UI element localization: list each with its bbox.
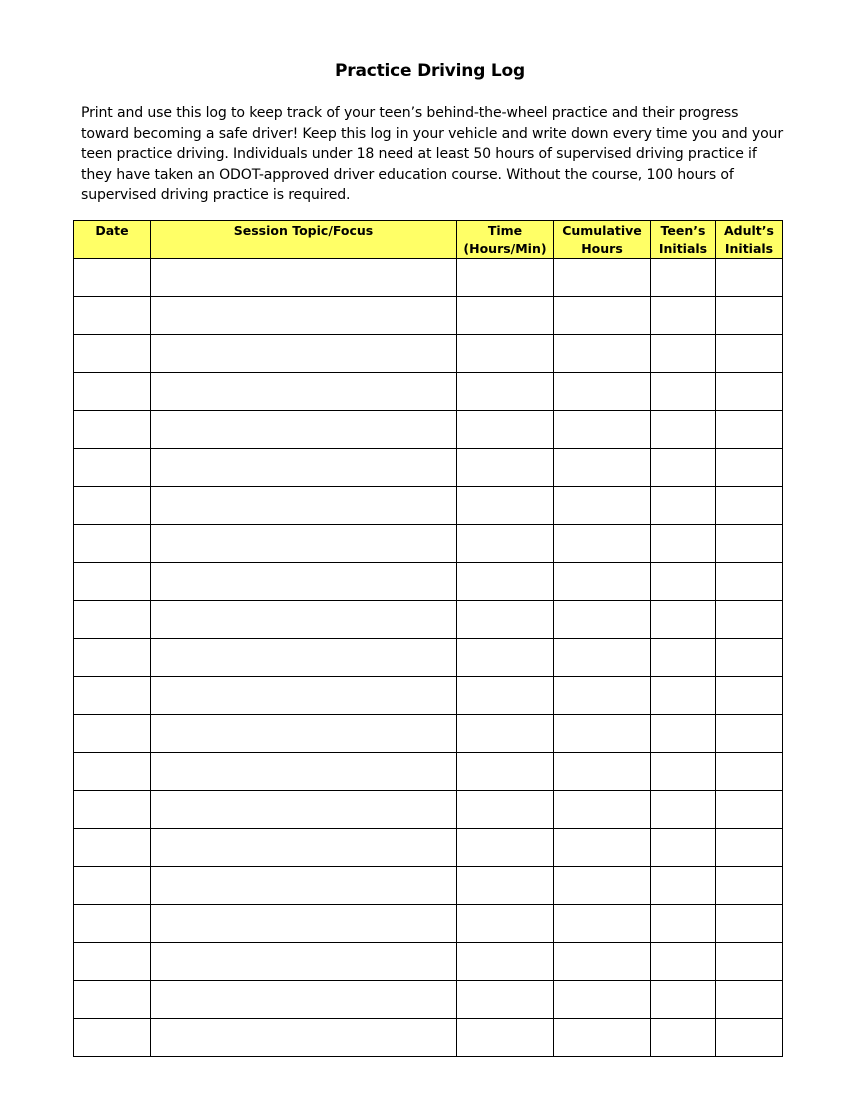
adults-initials-cell[interactable] <box>716 297 783 335</box>
date-cell[interactable] <box>74 335 151 373</box>
cumulative-hours-cell[interactable] <box>554 601 651 639</box>
intro-line: Print and use this log to keep track of your teen’s behind-the-wheel practice and their progress <box>81 105 739 121</box>
column-header-sublabel: Initials <box>658 241 708 256</box>
session-topic-cell[interactable] <box>151 297 457 335</box>
adults-initials-cell[interactable] <box>716 525 783 563</box>
teens-initials-cell[interactable] <box>651 525 716 563</box>
session-topic-cell[interactable] <box>151 639 457 677</box>
adults-initials-cell[interactable] <box>716 411 783 449</box>
date-cell[interactable] <box>74 487 151 525</box>
teens-initials-cell[interactable] <box>651 829 716 867</box>
column-header-sublabel: Hours <box>581 241 623 256</box>
time-cell[interactable] <box>457 335 554 373</box>
table-row <box>74 753 783 791</box>
session-topic-cell[interactable] <box>151 563 457 601</box>
teens-initials-cell[interactable] <box>651 297 716 335</box>
cumulative-hours-cell[interactable] <box>554 563 651 601</box>
time-cell[interactable] <box>457 715 554 753</box>
session-topic-cell[interactable] <box>151 601 457 639</box>
teens-initials-cell[interactable] <box>651 981 716 1019</box>
session-topic-cell[interactable] <box>151 943 457 981</box>
intro-line: toward becoming a safe driver! Keep this log in your vehicle and write down every time you and your <box>81 125 783 142</box>
table-row <box>74 981 783 1019</box>
date-cell[interactable] <box>74 563 151 601</box>
table-row <box>74 829 783 867</box>
teens-initials-cell[interactable] <box>651 677 716 715</box>
intro-paragraph <box>81 103 781 206</box>
time-cell[interactable] <box>457 563 554 601</box>
session-topic-cell[interactable] <box>151 867 457 905</box>
adults-initials-cell[interactable] <box>716 449 783 487</box>
teens-initials-cell[interactable] <box>651 563 716 601</box>
teens-initials-cell[interactable] <box>651 335 716 373</box>
adults-initials-cell[interactable] <box>716 943 783 981</box>
time-cell[interactable] <box>457 791 554 829</box>
time-cell[interactable] <box>457 487 554 525</box>
table-row <box>74 563 783 601</box>
column-header-label: Cumulative <box>562 223 642 238</box>
adults-initials-cell[interactable] <box>716 373 783 411</box>
date-cell[interactable] <box>74 753 151 791</box>
session-topic-cell[interactable] <box>151 981 457 1019</box>
table-row <box>74 373 783 411</box>
adults-initials-cell[interactable] <box>716 715 783 753</box>
date-cell[interactable] <box>74 677 151 715</box>
cumulative-hours-cell[interactable] <box>554 487 651 525</box>
adults-initials-cell[interactable] <box>716 867 783 905</box>
session-topic-cell[interactable] <box>151 829 457 867</box>
teens-initials-cell[interactable] <box>651 449 716 487</box>
session-topic-cell[interactable] <box>151 411 457 449</box>
date-cell[interactable] <box>74 259 151 297</box>
table-row <box>74 715 783 753</box>
date-cell[interactable] <box>74 829 151 867</box>
time-cell[interactable] <box>457 373 554 411</box>
session-topic-cell[interactable] <box>151 449 457 487</box>
teens-initials-cell[interactable] <box>651 487 716 525</box>
cumulative-hours-cell[interactable] <box>554 411 651 449</box>
date-cell[interactable] <box>74 715 151 753</box>
adults-initials-cell[interactable] <box>716 335 783 373</box>
intro-line: teen practice driving. Individuals under 18 need at least 50 hours of supervised driving practice if <box>81 146 757 163</box>
session-topic-cell[interactable] <box>151 905 457 943</box>
time-cell[interactable] <box>457 449 554 487</box>
table-row <box>74 943 783 981</box>
adults-initials-cell[interactable] <box>716 905 783 943</box>
date-cell[interactable] <box>74 373 151 411</box>
table-row <box>74 791 783 829</box>
session-topic-cell[interactable] <box>151 715 457 753</box>
teens-initials-cell[interactable] <box>651 753 716 791</box>
cumulative-hours-cell[interactable] <box>554 297 651 335</box>
cumulative-hours-cell[interactable] <box>554 639 651 677</box>
time-cell[interactable] <box>457 525 554 563</box>
table-row <box>74 525 783 563</box>
column-header-label: Session Topic/Focus <box>233 223 374 238</box>
cumulative-hours-cell[interactable] <box>554 829 651 867</box>
column-header-sublabel: Initials <box>724 241 774 256</box>
session-topic-cell[interactable] <box>151 753 457 791</box>
teens-initials-cell[interactable] <box>651 791 716 829</box>
cumulative-hours-cell[interactable] <box>554 981 651 1019</box>
cumulative-hours-cell[interactable] <box>554 791 651 829</box>
table-row <box>74 487 783 525</box>
time-cell[interactable] <box>457 905 554 943</box>
table-row <box>74 1019 783 1057</box>
cumulative-hours-cell[interactable] <box>554 259 651 297</box>
teens-initials-cell[interactable] <box>651 411 716 449</box>
adults-initials-cell[interactable] <box>716 829 783 867</box>
time-cell[interactable] <box>457 297 554 335</box>
adults-initials-cell[interactable] <box>716 677 783 715</box>
teens-initials-cell[interactable] <box>651 1019 716 1057</box>
date-cell[interactable] <box>74 1019 151 1057</box>
time-cell[interactable] <box>457 639 554 677</box>
adults-initials-cell[interactable] <box>716 259 783 297</box>
cumulative-hours-cell[interactable] <box>554 905 651 943</box>
table-header-row <box>74 221 783 259</box>
cumulative-hours-cell[interactable] <box>554 753 651 791</box>
column-header-adults-initials <box>716 221 783 259</box>
adults-initials-cell[interactable] <box>716 1019 783 1057</box>
teens-initials-cell[interactable] <box>651 715 716 753</box>
date-cell[interactable] <box>74 791 151 829</box>
cumulative-hours-cell[interactable] <box>554 1019 651 1057</box>
cumulative-hours-cell[interactable] <box>554 867 651 905</box>
session-topic-cell[interactable] <box>151 677 457 715</box>
date-cell[interactable] <box>74 639 151 677</box>
column-header-cumulative-hours <box>554 221 651 259</box>
date-cell[interactable] <box>74 867 151 905</box>
time-cell[interactable] <box>457 677 554 715</box>
session-topic-cell[interactable] <box>151 525 457 563</box>
practice-log-table <box>73 220 783 1057</box>
time-cell[interactable] <box>457 981 554 1019</box>
session-topic-cell[interactable] <box>151 259 457 297</box>
cumulative-hours-cell[interactable] <box>554 525 651 563</box>
intro-line: supervised driving practice is required. <box>81 187 351 204</box>
adults-initials-cell[interactable] <box>716 981 783 1019</box>
cumulative-hours-cell[interactable] <box>554 677 651 715</box>
time-cell[interactable] <box>457 411 554 449</box>
table-row <box>74 259 783 297</box>
adults-initials-cell[interactable] <box>716 487 783 525</box>
session-topic-cell[interactable] <box>151 1019 457 1057</box>
date-cell[interactable] <box>74 411 151 449</box>
time-cell[interactable] <box>457 753 554 791</box>
table-row <box>74 335 783 373</box>
table-row <box>74 677 783 715</box>
table-row <box>74 867 783 905</box>
adults-initials-cell[interactable] <box>716 791 783 829</box>
adults-initials-cell[interactable] <box>716 563 783 601</box>
column-header-session-topic <box>151 221 457 259</box>
time-cell[interactable] <box>457 259 554 297</box>
cumulative-hours-cell[interactable] <box>554 943 651 981</box>
cumulative-hours-cell[interactable] <box>554 335 651 373</box>
date-cell[interactable] <box>74 905 151 943</box>
teens-initials-cell[interactable] <box>651 373 716 411</box>
teens-initials-cell[interactable] <box>651 943 716 981</box>
table-row <box>74 639 783 677</box>
teens-initials-cell[interactable] <box>651 639 716 677</box>
session-topic-cell[interactable] <box>151 335 457 373</box>
date-cell[interactable] <box>74 981 151 1019</box>
table-row <box>74 601 783 639</box>
cumulative-hours-cell[interactable] <box>554 449 651 487</box>
column-header-label: Date <box>95 223 129 238</box>
time-cell[interactable] <box>457 601 554 639</box>
log-table-body <box>74 259 783 1057</box>
date-cell[interactable] <box>74 449 151 487</box>
column-header-label: Teen’s <box>660 223 706 238</box>
time-cell[interactable] <box>457 867 554 905</box>
cumulative-hours-cell[interactable] <box>554 373 651 411</box>
table-row <box>74 449 783 487</box>
time-cell[interactable] <box>457 1019 554 1057</box>
session-topic-cell[interactable] <box>151 791 457 829</box>
date-cell[interactable] <box>74 943 151 981</box>
time-cell[interactable] <box>457 943 554 981</box>
teens-initials-cell[interactable] <box>651 601 716 639</box>
column-header-sublabel: (Hours/Min) <box>463 241 547 256</box>
teens-initials-cell[interactable] <box>651 259 716 297</box>
cumulative-hours-cell[interactable] <box>554 715 651 753</box>
adults-initials-cell[interactable] <box>716 753 783 791</box>
teens-initials-cell[interactable] <box>651 905 716 943</box>
date-cell[interactable] <box>74 601 151 639</box>
table-row <box>74 905 783 943</box>
intro-line: they have taken an ODOT-approved driver education course. Without the course, 100 hours of <box>81 166 734 183</box>
date-cell[interactable] <box>74 297 151 335</box>
column-header-date <box>74 221 151 259</box>
table-row <box>74 411 783 449</box>
column-header-label: Time <box>487 223 523 238</box>
column-header-teens-initials <box>651 221 716 259</box>
session-topic-cell[interactable] <box>151 373 457 411</box>
adults-initials-cell[interactable] <box>716 601 783 639</box>
column-header-time <box>457 221 554 259</box>
session-topic-cell[interactable] <box>151 487 457 525</box>
adults-initials-cell[interactable] <box>716 639 783 677</box>
time-cell[interactable] <box>457 829 554 867</box>
column-header-label: Adult’s <box>724 223 774 238</box>
page-title: Practice Driving Log <box>335 61 525 81</box>
date-cell[interactable] <box>74 525 151 563</box>
teens-initials-cell[interactable] <box>651 867 716 905</box>
table-row <box>74 297 783 335</box>
